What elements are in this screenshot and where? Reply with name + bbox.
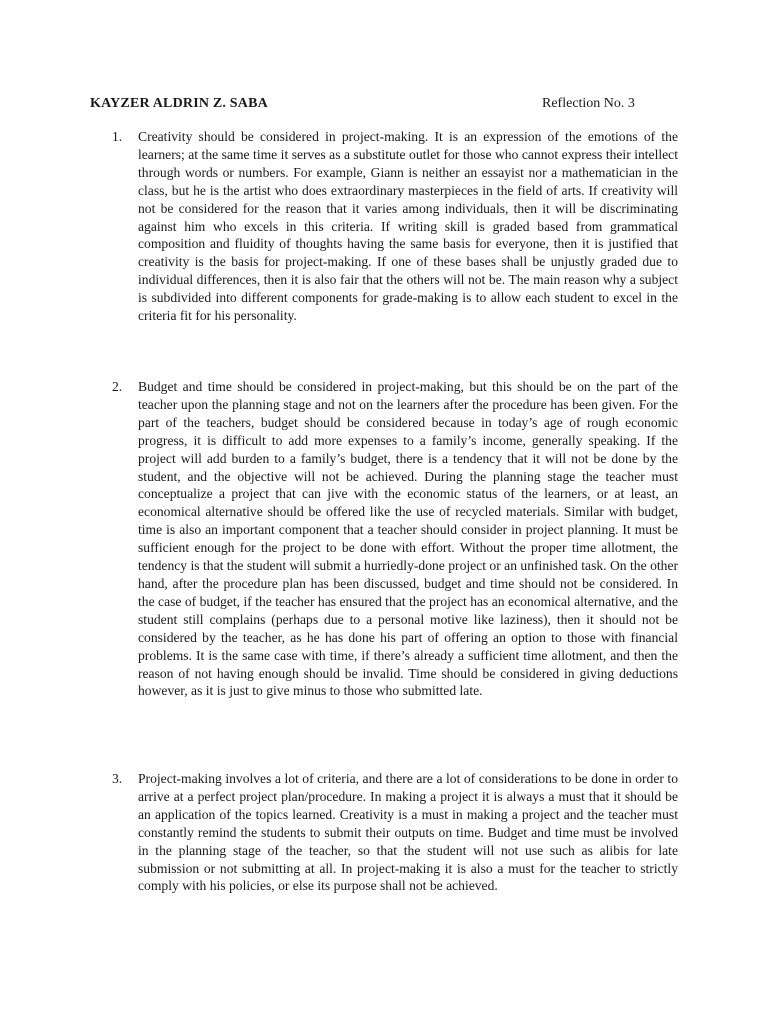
list-item-paragraph: Budget and time should be considered in project-making, but this should be on the part of the teacher upon the planning stage and not on the learners after the procedure has been given. For the part of the teachers, budget should be considered because in today’s age of rough economic progress, it is difficult to add more expenses to a family’s income, generally speaking. If the project will add burden to a family’s budget, there is a tendency that it will not be done by the student, and the objective will not be achieved. During the planning stage the teacher must conceptualize a project that can jive with the economic status of the learners, or at least, an economical alternative should be offered like the use of recycled materials. Similar with budget, time is also an important component that a teacher should consider in project planning. It must be sufficient enough for the project to be done with effort. Without the proper time allotment, the tendency is that the student will submit a hurriedly-done project or an unfinished task. On the other hand, after the procedure plan has been discussed, budget and time should not be considered. In the case of budget, if the teacher has ensured that the project has an economical alternative, and the student still complains (perhaps due to a personal motive like laziness), then it should not be considered by the teacher, as he has done his part of offering an option to those with financial problems. It is the same case with time, if there’s already a sufficient time allotment, and then the reason of not having enough should be invalid. Time should be considered in giving deductions however, as it is just to give minus to those who submitted late.	[138, 379, 678, 699]
list-item-number: 3.	[112, 771, 123, 786]
document-header	[90, 94, 650, 114]
list-item	[112, 770, 678, 895]
list-item-number: 1.	[112, 129, 123, 144]
list-item-number: 2.	[112, 379, 123, 394]
list-item	[112, 378, 678, 700]
list-item-paragraph: Creativity should be considered in project-making. It is an expression of the emotions of the learners; at the same time it serves as a substitute outlet for those who cannot express their intellect through words or numbers. For example, Giann is neither an essayist nor a mathematician in the class, but he is the artist who does extraordinary masterpieces in the field of arts. If creativity will not be considered for the reason that it varies among individuals, then it will be discriminating against him who excels in this criteria. If writing skill is graded based from grammatical composition and fluidity of thoughts having the same basis for everyone, then it is justified that creativity is the basis for project-making. If one of these bases shall be unjustly graded due to individual differences, then it is also fair that the others will not be. The main reason why a subject is subdivided into different components for grade-making is to allow each student to excel in the criteria fit for his personality.	[138, 129, 678, 324]
list-item-paragraph: Project-making involves a lot of criteria, and there are a lot of considerations to be done in order to arrive at a perfect project plan/procedure. In making a project it is always a must that it should be an application of the topics learned. Creativity is a must in making a project and the teacher must constantly remind the students to submit their outputs on time. Budget and time must be involved in the planning stage of the teacher, so that the student will not use such as alibis for late submission or not submitting at all. In project-making it is also a must for the teacher to strictly comply with his policies, or else its purpose shall not be achieved.	[138, 771, 678, 894]
reflection-number: Reflection No. 3	[542, 96, 635, 111]
list-item	[112, 128, 678, 325]
author-name: KAYZER ALDRIN Z. SABA	[90, 96, 268, 111]
